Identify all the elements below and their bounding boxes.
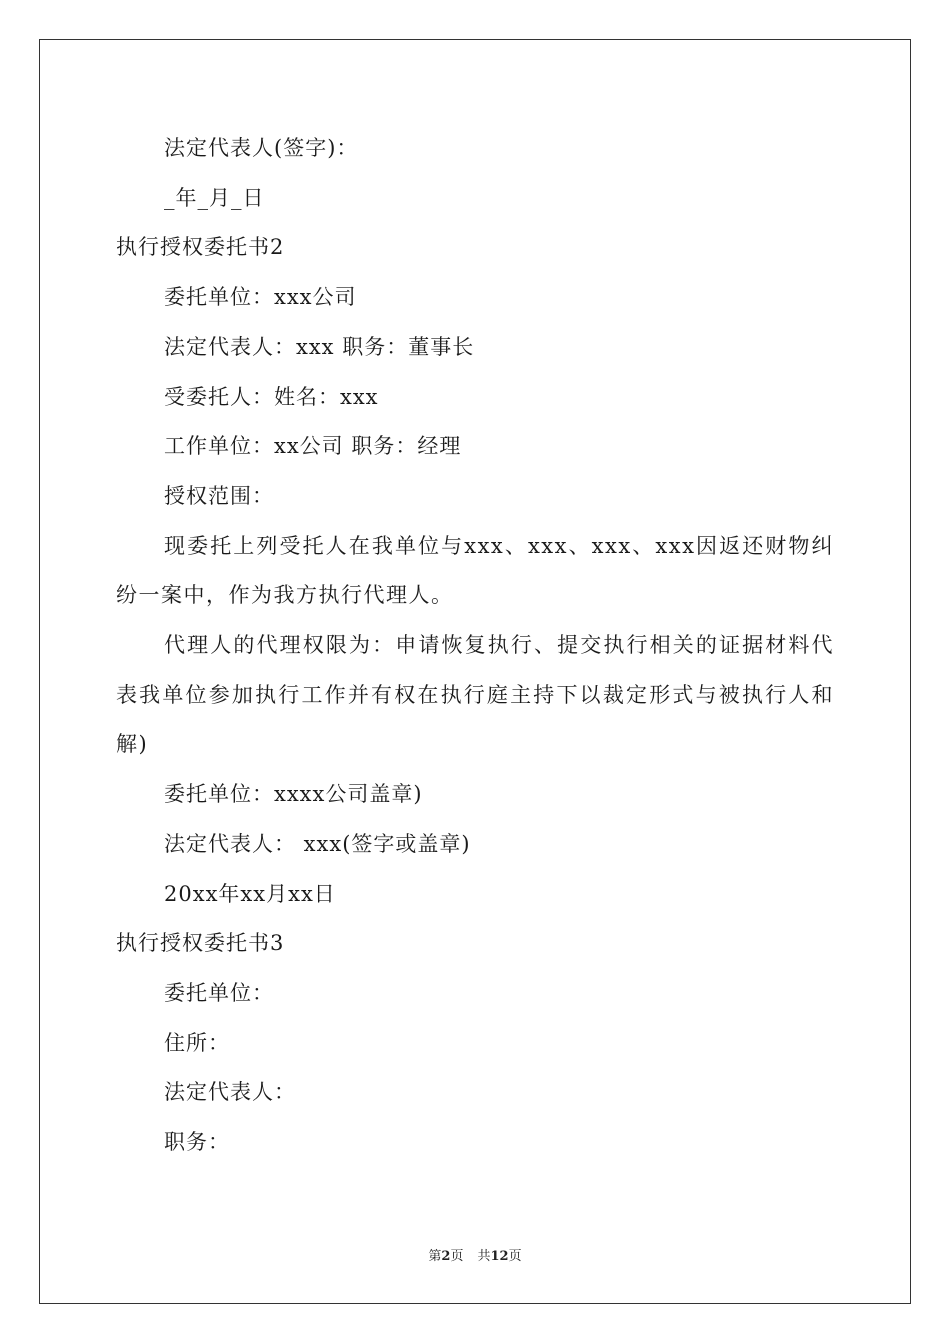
signature-line: 法定代表人(签字)： xyxy=(164,136,359,160)
page-prefix: 第 xyxy=(428,1249,442,1264)
total-prefix: 共 xyxy=(477,1249,491,1264)
legal-rep-line: 法定代表人： xyxy=(164,1080,296,1105)
authority-paragraph: 代理人的代理权限为：申请恢复执行、提交执行相关的证据材料代表我单位参加执行工作并有权在执行庭主持下以裁定形式与被执行人和解) xyxy=(116,633,834,757)
signed-date-line: 20xx年xx月xx日 xyxy=(164,881,336,906)
page-number: 2 xyxy=(441,1249,451,1264)
legal-rep-line: 法定代表人：xxx 职务：董事长 xyxy=(164,334,475,359)
client-unit-line: 委托单位： xyxy=(164,980,274,1005)
section-heading: 执行授权委托书3 xyxy=(116,931,285,956)
section-heading: 执行授权委托书2 xyxy=(116,235,285,260)
total-suffix: 页 xyxy=(508,1249,522,1264)
trustee-line: 受委托人：姓名：xxx xyxy=(164,384,379,409)
legal-rep-sign-line: 法定代表人： xxx(签字或盖章) xyxy=(164,831,471,856)
page-suffix: 页 xyxy=(450,1249,464,1264)
work-unit-line: 工作单位：xx公司 职务：经理 xyxy=(164,434,462,459)
date-line: _年_月_日 xyxy=(164,185,265,210)
client-unit-line: 委托单位：xxx公司 xyxy=(164,285,357,310)
address-line: 住所： xyxy=(164,1030,230,1055)
scope-label: 授权范围： xyxy=(164,483,274,508)
document-body xyxy=(116,124,836,1168)
total-pages: 12 xyxy=(490,1249,509,1264)
client-seal-line: 委托单位：xxxx公司盖章) xyxy=(164,782,423,807)
entrust-paragraph: 现委托上列受托人在我单位与xxx、xxx、xxx、xxx因返还财物纠纷一案中，作为我方执行代理人。 xyxy=(116,533,834,608)
position-line: 职务： xyxy=(164,1130,230,1155)
page-footer xyxy=(0,1248,950,1266)
